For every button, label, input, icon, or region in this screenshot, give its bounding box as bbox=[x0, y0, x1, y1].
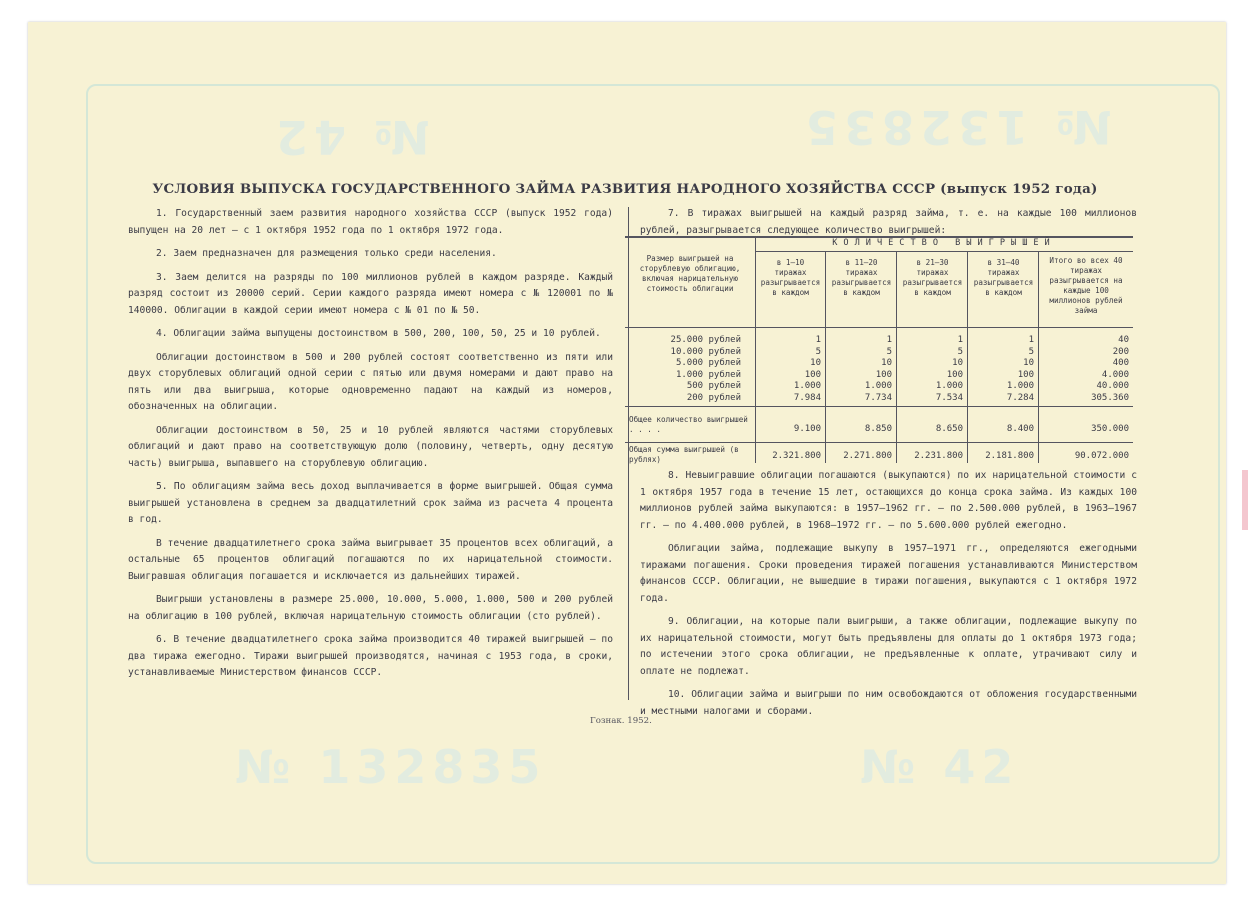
denomination-row-4: 1.000 рублей bbox=[675, 369, 741, 380]
denomination-row-3: 5.000 рублей bbox=[675, 358, 741, 368]
paragraph-5: 5. По облигациям займа весь доход выплачивается в форме выигрышей. Общая сумма выигрышей установлена в среднем за двадцатилетний срок займа из расчета 4 процента в год. bbox=[128, 481, 613, 525]
total-count-cell: 8.650 bbox=[935, 424, 963, 434]
table-cell: 1.000 bbox=[1006, 381, 1034, 391]
serial-watermark-bottom: № 132835 bbox=[235, 740, 547, 794]
paragraph-4-cont-b: Облигации достоинством в 50, 25 и 10 рублей являются частями сторублевых облигаций и дают право на соответствующую долю (половину, четверть, одну десятую часть) выигрыша, выпавшего на сторублевую облигацию. bbox=[128, 424, 613, 469]
paragraph-4-cont-a: Облигации достоинством в 500 и 200 рублей состоят соответственно из пяти или двух сторублевых облигаций одной серии с пятью или двумя номерами и дают право на пять или два выигрыша, которые одновременно падают на каждый из номеров, обозначенных на облигации. bbox=[128, 351, 613, 412]
table-header-col-2: в 11—20 тиражах разыгрывается в каждом bbox=[831, 258, 892, 297]
table-header-col-3: в 21—30 тиражах разыгрывается в каждом bbox=[902, 258, 963, 297]
table-cell: 10 bbox=[881, 358, 892, 368]
table-cell: 1.000 bbox=[793, 381, 821, 391]
table-cell: 10 bbox=[952, 358, 963, 368]
table-cell: 1.000 bbox=[864, 381, 892, 391]
table-cell: 305.360 bbox=[1091, 392, 1129, 403]
printer-imprint: Гознак. 1952. bbox=[590, 716, 652, 726]
table-cell: 100 bbox=[875, 369, 892, 380]
table-cell: 7.984 bbox=[793, 392, 821, 403]
table-cell: 7.734 bbox=[864, 392, 892, 403]
table-cell: 40 bbox=[1118, 335, 1129, 345]
paragraph-7: 7. В тиражах выигрышей на каждый разряд займа, т. е. на каждые 100 миллионов рублей, разыгрывается следующее количество выигрышей: bbox=[640, 208, 1137, 236]
total-count-label: Общее количество выигрышей . . . . bbox=[629, 415, 748, 434]
table-cell: 7.534 bbox=[935, 392, 963, 403]
table-header-denomination: Размер выигрышей на сторублевую облигацию, включая нарицательную стоимость облигации bbox=[639, 254, 741, 293]
table-cell: 40.000 bbox=[1096, 381, 1129, 391]
paragraph-3: 3. Заем делится на разряды по 100 миллионов рублей в каждом разряде. Каждый разряд состоит из 20000 серий. Серии каждого разряда имеют номера с № 120001 по № 140000. Облигации в каждой серии имеют номера с № 01 по № 50. bbox=[128, 271, 613, 316]
total-sum-label: Общая сумма выигрышей (в рублях) bbox=[629, 445, 739, 464]
table-header-col-4: в 31—40 тиражах разыгрывается в каждом bbox=[973, 258, 1034, 297]
paragraph-2: 2. Заем предназначен для размещения только среди населения. bbox=[156, 248, 497, 259]
right-column bbox=[640, 468, 1137, 727]
paragraph-4: 4. Облигации займа выпущены достоинством в 500, 200, 100, 50, 25 и 10 рублей. bbox=[156, 328, 601, 339]
table-cell: 100 bbox=[804, 369, 821, 380]
total-count-cell: 8.850 bbox=[864, 424, 892, 434]
denomination-row-1: 25.000 рублей bbox=[670, 335, 741, 345]
total-sum-cell: 2.231.800 bbox=[914, 451, 963, 461]
paragraph-6: 6. В течение двадцатилетнего срока займа производится 40 тиражей выигрышей — по два тиража ежегодно. Тиражи выигрышей производятся, начиная с 1953 года, в сроки, устанавливаемые Министерством финансов СССР. bbox=[128, 634, 613, 678]
table-cell: 10 bbox=[810, 358, 821, 368]
table-cell: 100 bbox=[946, 369, 963, 380]
series-watermark-top: № 42 bbox=[270, 110, 430, 164]
paragraph-8-cont: Облигации займа, подлежащие выкупу в 1957—1971 гг., определяются ежегодными тиражами погашения. Сроки проведения тиражей погашения устанавливаются Министерством финансов СССР. Облигации, не вышедшие в тиражи погашения, выкупаются с 1 октября 1972 года. bbox=[640, 543, 1137, 604]
total-sum-cell: 2.181.800 bbox=[985, 451, 1034, 461]
total-count-cell: 350.000 bbox=[1091, 424, 1129, 434]
series-watermark-bottom: № 42 bbox=[860, 740, 1020, 794]
table-cell: 5 bbox=[886, 346, 892, 357]
table-cell: 1.000 bbox=[935, 381, 963, 391]
serial-watermark-top: № 132835 bbox=[800, 100, 1112, 154]
paragraph-8: 8. Невыигравшие облигации погашаются (выкупаются) по их нарицательной стоимости с 1 октября 1957 года в течение 15 лет, остающихся до конца срока займа. Из каждых 100 миллионов рублей займа выкупаются: в 1957—1962 гг. — по 2.500.000 рублей, в 1963—1967 гг. — по 4.400.000 рублей, в 1968—1972 гг. — по 5.600.000 рублей ежегодно. bbox=[640, 470, 1137, 531]
table-cell: 1 bbox=[1028, 335, 1034, 345]
table-cell: 200 bbox=[1112, 346, 1129, 357]
total-count-cell: 8.400 bbox=[1006, 424, 1034, 434]
table-cell: 4.000 bbox=[1101, 369, 1129, 380]
denomination-row-6: 200 рублей bbox=[686, 392, 741, 403]
denomination-row-2: 10.000 рублей bbox=[670, 346, 741, 357]
table-cell: 400 bbox=[1112, 358, 1129, 368]
table-cell: 7.284 bbox=[1006, 392, 1034, 403]
document-title: УСЛОВИЯ ВЫПУСКА ГОСУДАРСТВЕННОГО ЗАЙМА РАЗВИТИЯ НАРОДНОГО ХОЗЯЙСТВА СССР (выпуск 1952 года) bbox=[152, 181, 1098, 197]
paragraph-5-cont-a: В течение двадцатилетнего срока займа выигрывает 35 процентов всех облигаций, а остальные 65 процентов облигаций погашаются по их нарицательной стоимости. Выигравшая облигация погашается и исключается из дальнейших тиражей. bbox=[128, 537, 613, 582]
total-count-cell: 9.100 bbox=[793, 424, 821, 434]
table-cell: 1 bbox=[957, 335, 963, 345]
paragraph-10: 10. Облигации займа и выигрыши по ним освобождаются от обложения государственными и местными налогами и сборами. bbox=[640, 689, 1137, 717]
table-header-main: КОЛИЧЕСТВО ВЫИГРЫШЕЙ bbox=[832, 238, 1056, 248]
left-column bbox=[128, 206, 613, 689]
paragraph-1: 1. Государственный заем развития народного хозяйства СССР (выпуск 1952 года) выпущен на 20 лет — с 1 октября 1952 года по 1 октября 1972 года. bbox=[128, 208, 613, 236]
denomination-row-5: 500 рублей bbox=[686, 381, 741, 391]
paragraph-5-cont-b: Выигрыши установлены в размере 25.000, 10.000, 5.000, 1.000, 500 и 200 рублей на облигацию в 100 рублей, включая нарицательную стоимость облигации (сто рублей). bbox=[128, 594, 613, 622]
table-cell: 100 bbox=[1017, 369, 1034, 380]
total-sum-cell: 2.321.800 bbox=[772, 451, 821, 461]
table-cell: 5 bbox=[1028, 346, 1034, 357]
table-cell: 5 bbox=[815, 346, 821, 357]
table-cell: 5 bbox=[957, 346, 963, 357]
table-cell: 1 bbox=[815, 335, 821, 345]
table-header-col-1: в 1—10 тиражах разыгрывается в каждом bbox=[760, 258, 821, 297]
prize-table bbox=[625, 236, 1133, 463]
table-cell: 1 bbox=[886, 335, 892, 345]
table-cell: 10 bbox=[1023, 358, 1034, 368]
table-header-col-total: Итого во всех 40 тиражах разыгрывается на каждые 100 миллионов рублей займа bbox=[1049, 256, 1123, 315]
paragraph-9: 9. Облигации, на которые пали выигрыши, а также облигации, подлежащие выкупу по их нарицательной стоимости, могут быть предъявлены для оплаты до 1 октября 1973 года; по истечении этого срока облигации, не предъявленные к оплате, утрачивают силу и оплате не подлежат. bbox=[640, 616, 1137, 677]
total-sum-cell: 90.072.000 bbox=[1074, 451, 1129, 461]
total-sum-cell: 2.271.800 bbox=[843, 451, 892, 461]
